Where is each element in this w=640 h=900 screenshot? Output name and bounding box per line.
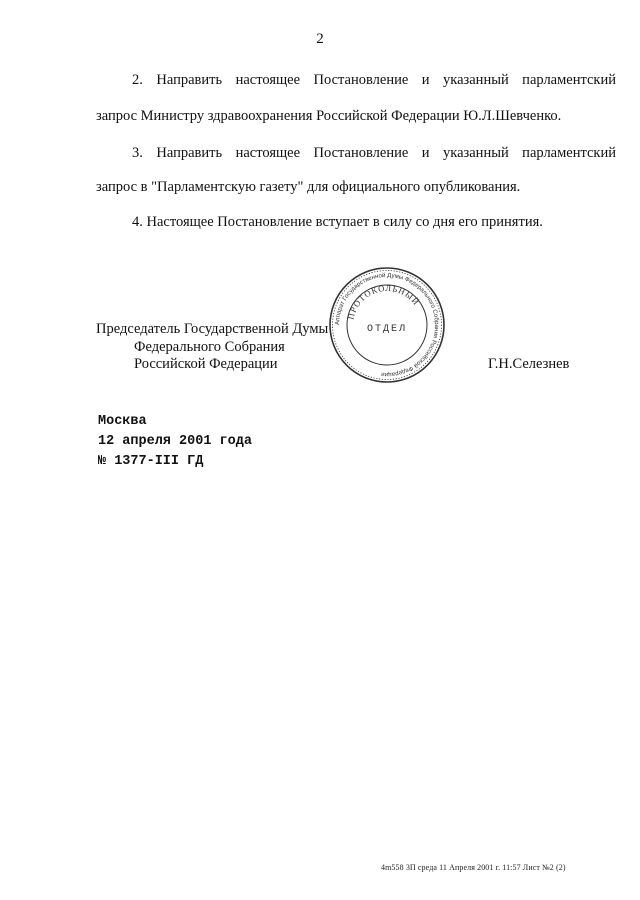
signer-name: Г.Н.Селезнев <box>488 356 570 372</box>
stamp-outer-text: Аппарат Государственной Думы Федерального Собрания Российской Федерации <box>333 271 441 379</box>
stamp-inner-text: ПРОТОКОЛЬНЫЙ <box>345 282 422 321</box>
signature-title-line-3: Российской Федерации <box>134 356 278 372</box>
paragraph-2-line-1: 2. Направить настоящее Постановление и указанный парламентский <box>132 72 616 88</box>
signature-title-line-2: Федерального Собрания <box>134 339 285 355</box>
stamp-center-text: ОТДЕЛ <box>366 324 408 335</box>
official-stamp <box>327 265 447 385</box>
paragraph-3-line-2: запрос в "Парламентскую газету" для официального опубликования. <box>96 179 521 195</box>
paragraph-4: 4. Настоящее Постановление вступает в силу со дня его принятия. <box>132 214 543 230</box>
paragraph-3-line-1: 3. Направить настоящее Постановление и указанный парламентский <box>132 145 616 161</box>
paragraph-2-line-2: запрос Министру здравоохранения Российской Федерации Ю.Л.Шевченко. <box>96 108 562 124</box>
document-number: № 1377-III ГД <box>98 454 204 469</box>
footer-print-info: 4m558 3П среда 11 Апреля 2001 г. 11:57 Лист №2 (2) <box>381 863 566 872</box>
date: 12 апреля 2001 года <box>98 434 252 449</box>
page-number: 2 <box>316 31 324 47</box>
signature-title-line-1: Председатель Государственной Думы <box>96 321 329 337</box>
city: Москва <box>98 414 147 429</box>
